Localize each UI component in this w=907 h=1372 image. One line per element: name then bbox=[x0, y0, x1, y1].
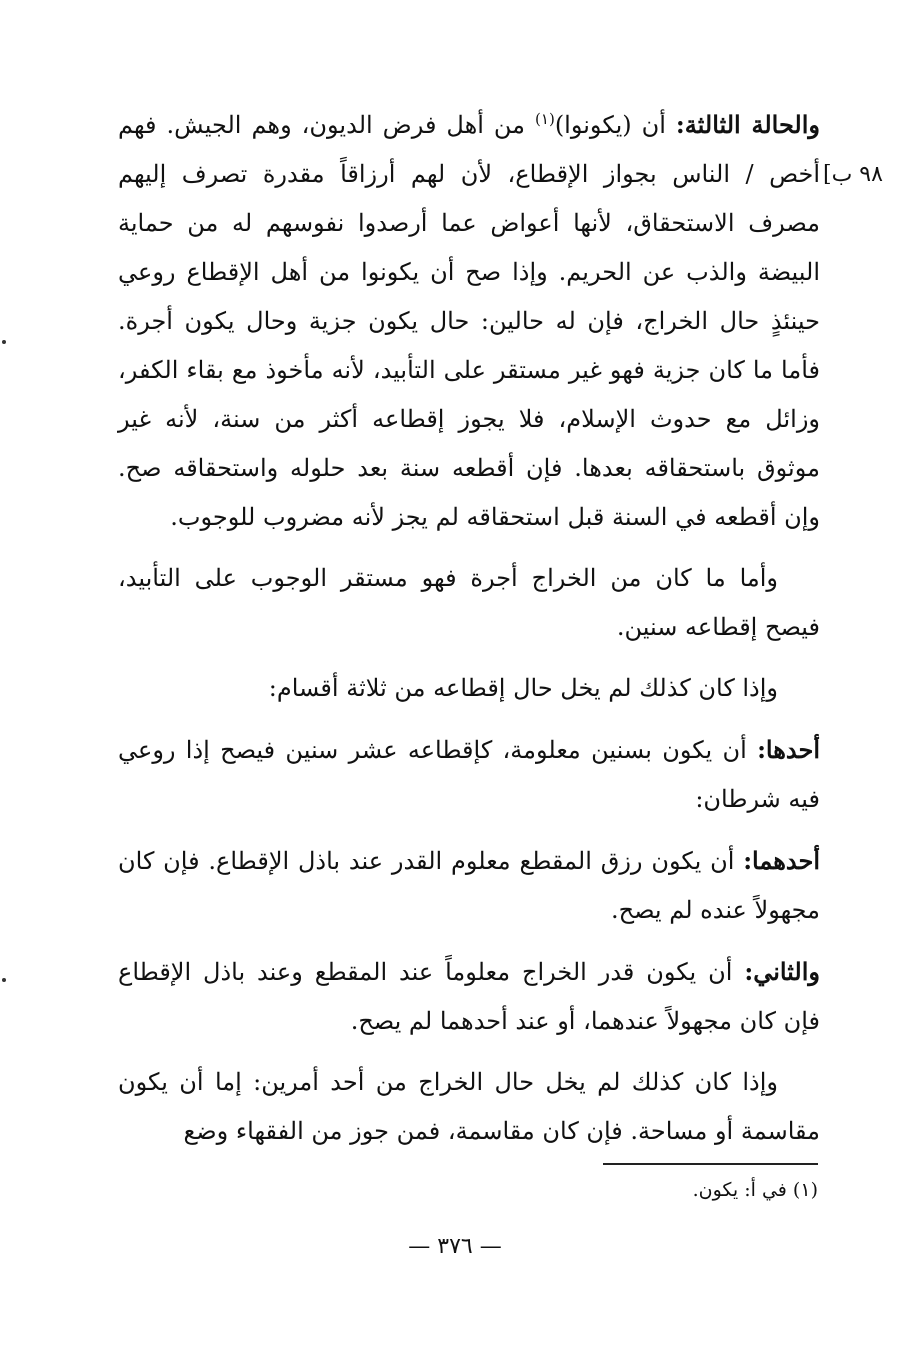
paragraph-text: أن يكون رزق المقطع معلوم القدر عند باذل الإقطاع. فإن كان مجهولاً عنده لم يصح. bbox=[118, 847, 820, 924]
footnote: (١) في أ: يكون. bbox=[692, 1179, 818, 1201]
paragraph-second-condition bbox=[118, 947, 820, 1046]
page-number: — ٣٧٦ — bbox=[408, 1234, 502, 1259]
footnote-divider bbox=[603, 1163, 818, 1165]
paragraph-heading: أحدها: bbox=[757, 735, 820, 764]
paragraph-heading: أحدهما: bbox=[743, 846, 820, 875]
footnote-reference: (١) bbox=[535, 110, 555, 128]
paragraph-kharaj-wage: وأما ما كان من الخراج أجرة فهو مستقر الوجوب على التأبيد، فيصح إقطاعه سنين. bbox=[118, 564, 820, 641]
paragraph-text: أن (يكونوا) bbox=[554, 111, 676, 139]
paragraph-third-case bbox=[118, 100, 820, 542]
scan-edge-mark bbox=[2, 978, 6, 982]
paragraph-text: أن يكون قدر الخراج معلوماً عند المقطع وعند باذل الإقطاع فإن كان مجهولاً عندهما، أو عند أحدهما لم يصح. bbox=[118, 958, 820, 1035]
paragraph-text: من أهل فرض الديون، وهم الجيش. فهم أخص / الناس بجواز الإقطاع، لأن لهم أرزاقاً مقدرة تصرف إليهم مصرف الاستحقاق، لأنها أعواض عما أرصدوا نفوسهم له من حماية البيضة والذب عن الحريم. وإذا صح أن يكونوا من أهل الإقطاع روعي حينئذٍ حال الخراج، فإن له حالين: حال يكون جزية وحال يكون أجرة. فأما ما كان جزية فهو غير مستقر على التأبيد، لأنه مأخوذ مع بقاء الكفر، وزائل مع حدوث الإسلام، فلا يجوز إقطاعه أكثر من سنة، لأنه غير موثوق باستحقاقه بعدها. فإن أقطعه سنة بعد حلوله واستحقاقه صح. وإن أقطعه في السنة قبل استحقاقه لم يجز لأنه مضروب للوجوب. bbox=[118, 111, 820, 531]
scan-edge-mark bbox=[2, 340, 6, 344]
paragraph-first-division bbox=[118, 725, 820, 824]
paragraph-heading: والحالة الثالثة: bbox=[675, 110, 820, 139]
main-text bbox=[118, 100, 820, 1168]
paragraph-three-divisions: وإذا كان كذلك لم يخل حال إقطاعه من ثلاثة أقسام: bbox=[268, 674, 778, 702]
paragraph-first-condition bbox=[118, 836, 820, 935]
paragraph-text: أن يكون بسنين معلومة، كإقطاعه عشر سنين فيصح إذا روعي فيه شرطان: bbox=[118, 736, 820, 813]
paragraph-heading: والثاني: bbox=[744, 957, 820, 986]
paragraph-two-matters: وإذا كان كذلك لم يخل حال الخراج من أحد أمرين: إما أن يكون مقاسمة أو مساحة. فإن كان مقاسمة، فمن جوز من الفقهاء وضع bbox=[118, 1068, 820, 1145]
manuscript-folio-marker: ٩٨ ب] bbox=[823, 162, 883, 187]
